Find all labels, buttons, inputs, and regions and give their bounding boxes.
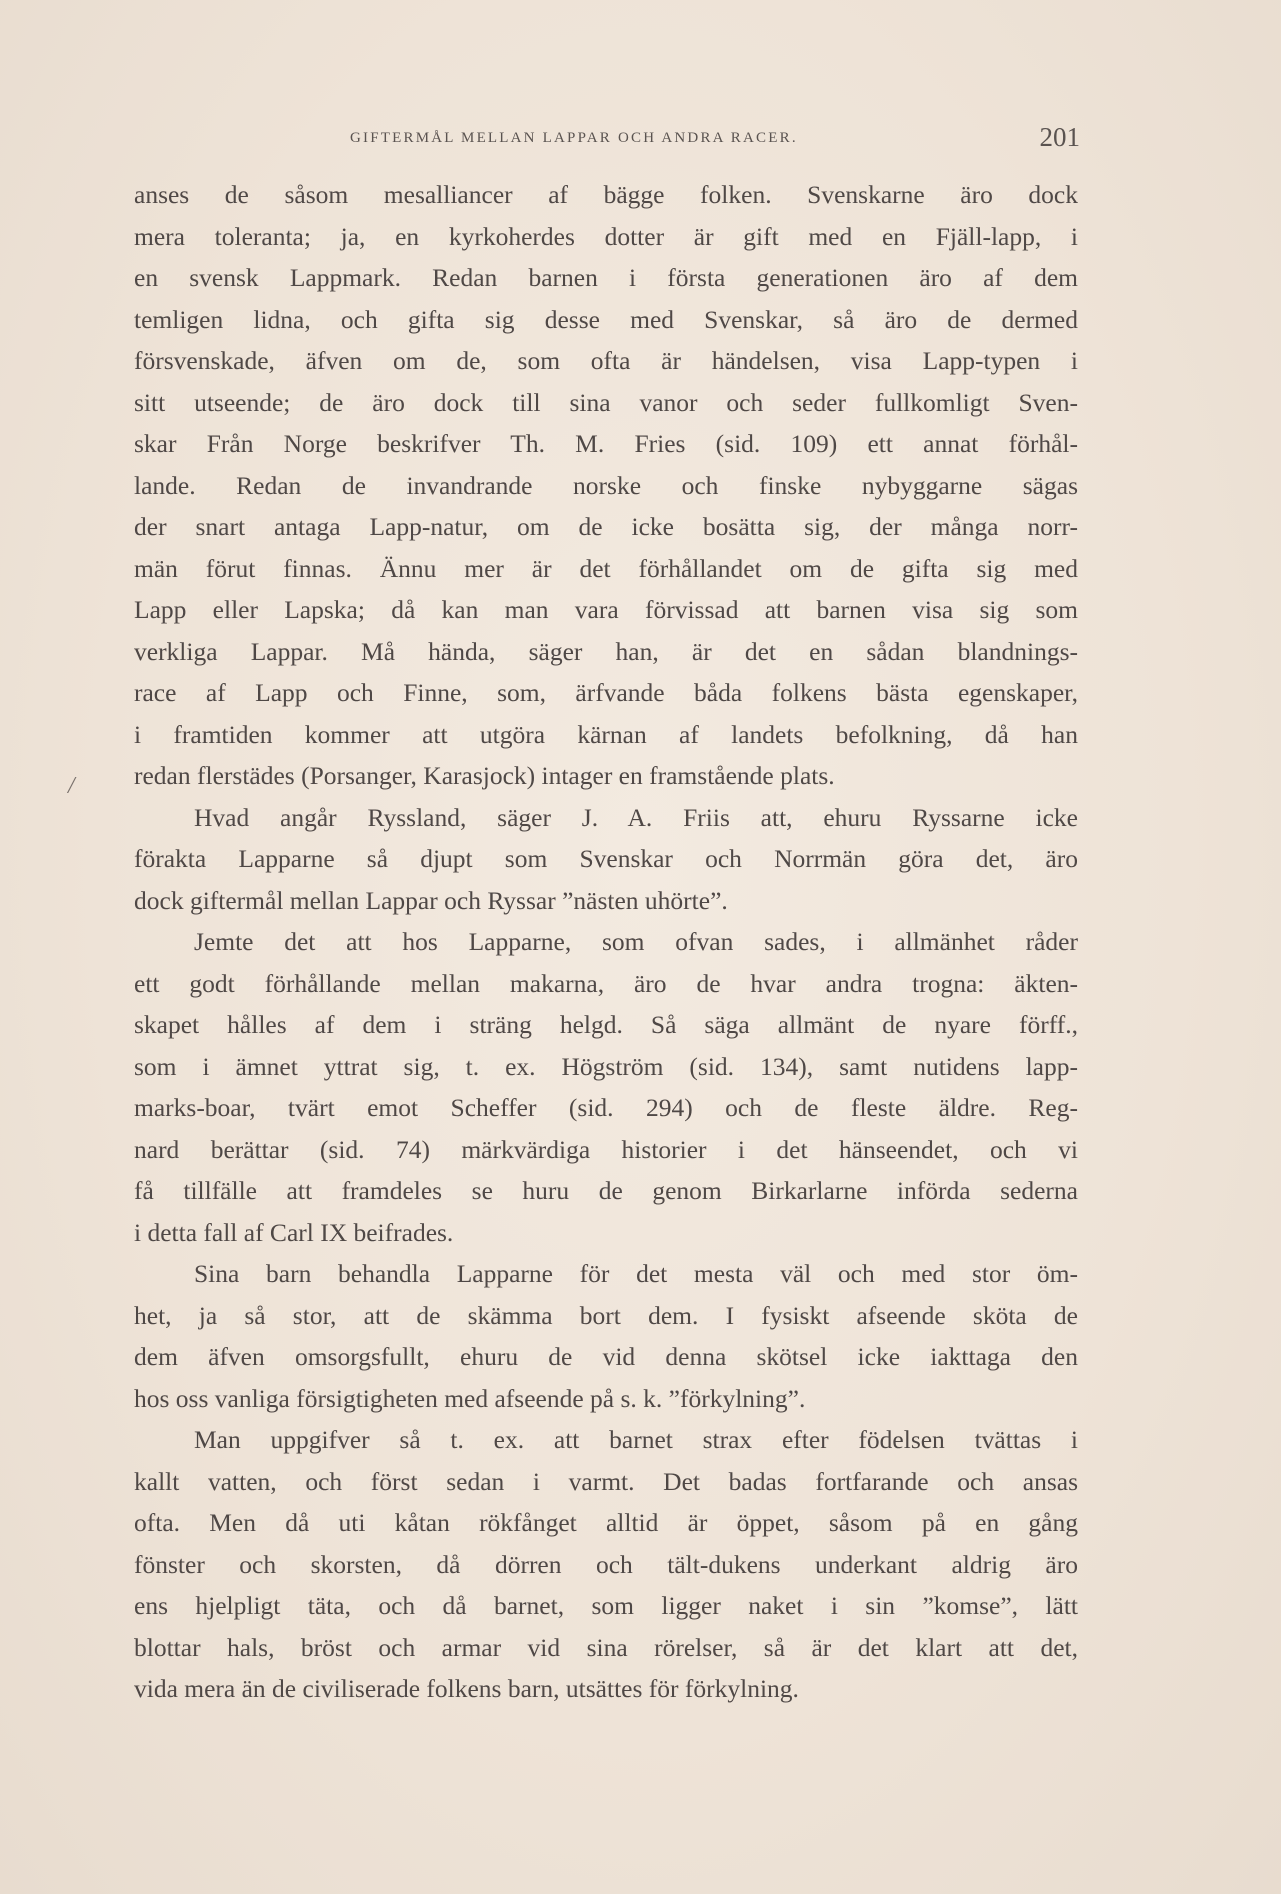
text-line: mera toleranta; ja, en kyrkoherdes dotter är gift med en Fjäll-lapp, i	[134, 221, 1078, 251]
text-line: anses de såsom mesalliancer af bägge folken. Svenskarne äro dock	[134, 180, 1078, 209]
text-line: skar Från Norge beskrifver Th. M. Fries (sid. 109) ett annat förhål-	[134, 429, 1078, 458]
body-text	[134, 174, 1078, 1710]
text-line: vida mera än de civiliserade folkens barn, utsättes för förkylning.	[134, 1674, 799, 1703]
text-line: kallt vatten, och först sedan i varmt. Det badas fortfarande och ansas	[134, 1466, 1078, 1496]
text-line: Sina barn behandla Lapparne för det mesta väl och med stor öm-	[194, 1259, 1078, 1288]
text-line: en svensk Lappmark. Redan barnen i första generationen äro af dem	[134, 263, 1078, 292]
text-line: sitt utseende; de äro dock till sina vanor och seder fullkomligt Sven-	[134, 387, 1078, 417]
text-line: män förut finnas. Ännu mer är det förhållandet om de gifta sig med	[134, 553, 1078, 583]
text-line: marks-boar, tvärt emot Scheffer (sid. 294) och de fleste äldre. Reg-	[134, 1093, 1078, 1122]
text-line: Hvad angår Ryssland, säger J. A. Friis att, ehuru Ryssarne icke	[194, 802, 1078, 832]
page-header	[130, 122, 1080, 162]
text-line: i detta fall af Carl IX beifrades.	[134, 1217, 454, 1247]
text-line: temligen lidna, och gifta sig desse med Svenskar, så äro de dermed	[134, 304, 1078, 334]
text-line: i framtiden kommer att utgöra kärnan af landets befolkning, då han	[134, 719, 1078, 749]
text-line: förakta Lapparne så djupt som Svenskar och Norrmän göra det, äro	[134, 844, 1078, 873]
text-line: der snart antaga Lapp-natur, om de icke bosätta sig, der många norr-	[134, 512, 1078, 541]
text-line: verkliga Lappar. Må hända, säger han, är det en sådan blandnings-	[134, 636, 1078, 666]
margin-pencil-mark: /	[68, 773, 75, 799]
text-line: fönster och skorsten, då dörren och tält-dukens underkant aldrig äro	[134, 1549, 1078, 1579]
page-number: 201	[1039, 122, 1080, 152]
text-line: som i ämnet yttrat sig, t. ex. Högström (sid. 134), samt nutidens lapp-	[134, 1051, 1078, 1081]
text-line: ens hjelpligt täta, och då barnet, som ligger naket i sin ”komse”, lätt	[134, 1591, 1078, 1620]
text-line: försvenskade, äfven om de, som ofta är händelsen, visa Lapp-typen i	[134, 346, 1078, 375]
text-line: ett godt förhållande mellan makarna, äro de hvar andra trogna: äkten-	[134, 968, 1078, 998]
text-line: nard berättar (sid. 74) märkvärdiga historier i det hänseendet, och vi	[134, 1134, 1078, 1164]
text-line: lande. Redan de invandrande norske och finske nybyggarne sägas	[134, 470, 1078, 500]
text-line: dem äfven omsorgsfullt, ehuru de vid denna skötsel icke iakttaga den	[134, 1342, 1078, 1371]
text-line: race af Lapp och Finne, som, ärfvande båda folkens bästa egenskaper,	[134, 678, 1078, 707]
text-line: hos oss vanliga försigtigheten med afseende på s. k. ”förkylning”.	[134, 1383, 806, 1413]
text-line: Jemte det att hos Lapparne, som ofvan sades, i allmänhet råder	[194, 927, 1078, 956]
text-line: blottar hals, bröst och armar vid sina rörelser, så är det klart att det,	[134, 1632, 1078, 1662]
text-line: ofta. Men då uti kåtan rökfånget alltid är öppet, såsom på en gång	[134, 1508, 1078, 1537]
text-line: dock giftermål mellan Lappar och Ryssar ”nästen uhörte”.	[134, 885, 728, 915]
text-line: redan flerstädes (Porsanger, Karasjock) intager en framstående plats.	[134, 761, 835, 790]
text-line: het, ja så stor, att de skämma bort dem. I fysiskt afseende sköta de	[134, 1300, 1078, 1330]
text-line: skapet hålles af dem i sträng helgd. Så säga allmänt de nyare förff.,	[134, 1010, 1078, 1039]
text-line: Man uppgifver så t. ex. att barnet strax efter födelsen tvättas i	[194, 1425, 1078, 1454]
running-head: GIFTERMÅL MELLAN LAPPAR OCH ANDRA RACER.	[350, 130, 798, 146]
text-line: få tillfälle att framdeles se huru de genom Birkarlarne införda sederna	[134, 1176, 1078, 1205]
text-line: Lapp eller Lapska; då kan man vara förvissad att barnen visa sig som	[134, 595, 1078, 624]
